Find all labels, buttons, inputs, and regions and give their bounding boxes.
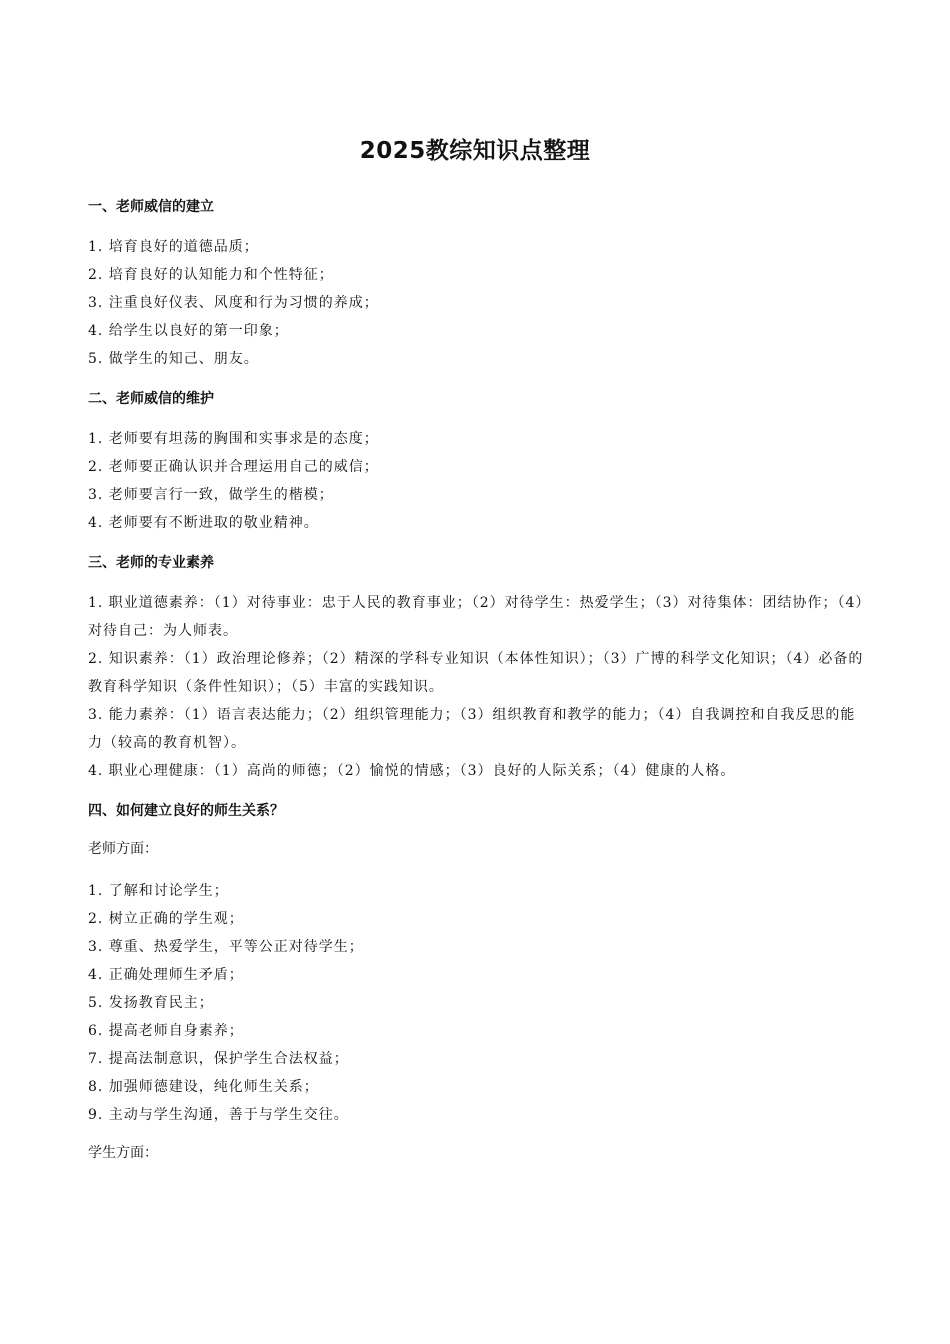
list-item: 5. 发扬教育民主； [88,995,214,1011]
list-item: 6. 提高老师自身素养； [88,1023,244,1039]
list-item: 4. 给学生以良好的第一印象； [88,323,289,339]
section-heading: 一、老师威信的建立 [88,199,214,215]
list-item: 4. 老师要有不断进取的敬业精神。 [88,515,319,531]
list-item: 4. 正确处理师生矛盾； [88,967,244,983]
teacher-aspect-label: 老师方面： [88,841,158,857]
section-teacher-student-relationship [88,799,864,1165]
section-teacher-professional-quality [88,551,864,785]
list-item: 2. 老师要正确认识并合理运用自己的威信； [88,459,379,475]
section-heading: 四、如何建立良好的师生关系？ [88,803,284,819]
list-item: 3. 能力素养：（1）语言表达能力；（2）组织管理能力；（3）组织教育和教学的能力；（4）自我调控和自我反思的能力（较高的教育机智）。 [88,707,856,751]
section-heading: 三、老师的专业素养 [88,555,214,571]
list-item: 1. 老师要有坦荡的胸围和实事求是的态度； [88,431,379,447]
section-heading: 二、老师威信的维护 [88,391,214,407]
list-item: 2. 知识素养：（1）政治理论修养；（2）精深的学科专业知识（本体性知识）；（3）广博的科学文化知识；（4）必备的教育科学知识（条件性知识）；（5）丰富的实践知识。 [88,651,864,695]
list-item: 2. 树立正确的学生观； [88,911,244,927]
list-item: 3. 老师要言行一致，做学生的楷模； [88,487,334,503]
numbered-list [88,877,864,1129]
section-teacher-prestige-maintenance [88,387,864,537]
list-item: 5. 做学生的知己、朋友。 [88,351,259,367]
section-teacher-prestige-building [88,195,864,373]
list-item: 1. 职业道德素养：（1）对待事业：忠于人民的教育事业；（2）对待学生：热爱学生；（3）对待集体：团结协作；（4）对待自己：为人师表。 [88,595,864,639]
list-item: 4. 职业心理健康：（1）高尚的师德；（2）愉悦的情感；（3）良好的人际关系；（4）健康的人格。 [88,763,736,779]
list-item: 8. 加强师德建设，纯化师生关系； [88,1079,319,1095]
list-item: 2. 培育良好的认知能力和个性特征； [88,267,334,283]
list-item: 3. 注重良好仪表、风度和行为习惯的养成； [88,295,379,311]
document-title: 2025教综知识点整理 [359,138,591,164]
list-item: 1. 了解和讨论学生； [88,883,229,899]
numbered-list [88,233,864,373]
student-aspect-label: 学生方面： [88,1145,158,1161]
list-item: 9. 主动与学生沟通，善于与学生交往。 [88,1107,349,1123]
list-item: 3. 尊重、热爱学生，平等公正对待学生； [88,939,364,955]
numbered-list [88,425,864,537]
list-item: 1. 培育良好的道德品质； [88,239,259,255]
document-body [88,195,864,1181]
list-item: 7. 提高法制意识，保护学生合法权益； [88,1051,349,1067]
numbered-list [88,589,864,785]
